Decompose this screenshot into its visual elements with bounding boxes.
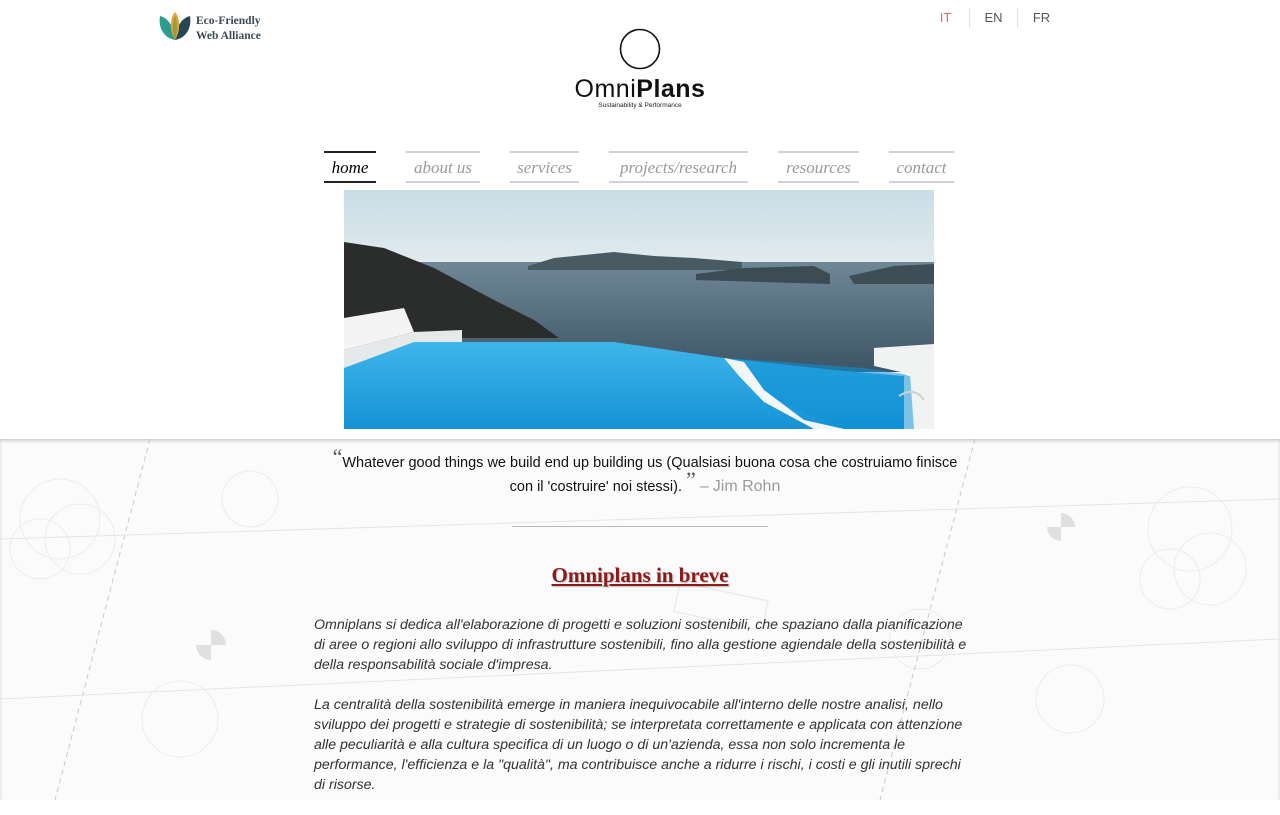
lang-en[interactable]: EN: [969, 8, 1017, 28]
quote-text-wrapper: [330, 444, 960, 499]
hero-image: [344, 190, 934, 429]
intro-text: [314, 615, 974, 815]
nav-projects-research[interactable]: projects/research: [609, 151, 748, 183]
main-nav: [0, 151, 1280, 183]
lang-fr[interactable]: FR: [1017, 8, 1065, 28]
language-switcher: [922, 8, 1065, 28]
nav-services[interactable]: services: [510, 151, 579, 183]
logo-circle-icon: [619, 28, 661, 70]
intro-paragraph-1: Omniplans si dedica all'elaborazione di progetti e soluzioni sostenibili, che spaziano dalla pianificazione di aree o regioni allo sviluppo di infrastrutture sostenibili, fino alla gestione agiendale della sostenibilità e della responsabilità sociale d'impresa.: [314, 617, 967, 673]
nav-home[interactable]: home: [324, 151, 376, 183]
badge-label: [196, 14, 261, 44]
quote-author: Jim Rohn: [712, 478, 781, 495]
intro-paragraph-2: La centralità della sostenibilità emerge in maniera inequivocabile all'interno delle nostre analisi, nello sviluppo dei progetti e strategie di sostenibilità; se interpretata correttamente e applicata con attenzione alle peculiarità e alla cultura specifica di un luogo o di un'azienda, essa non solo incrementa le performance, l'efficienza e la "qualità", ma contribuisce anche a ridurre i rischi, i costi e gli inutili sprechi di risorse.: [314, 697, 963, 793]
quote-dash: –: [699, 478, 709, 495]
nav-contact[interactable]: contact: [889, 151, 954, 183]
badge-line-1: Eco-Friendly: [196, 14, 261, 27]
open-quote-icon: “: [332, 444, 343, 469]
lotus-leaf-icon: [156, 10, 194, 47]
logo-name-bold: Plans: [636, 75, 706, 103]
site-logo[interactable]: [560, 28, 720, 109]
logo-tagline: Sustainability & Performance: [598, 102, 682, 109]
close-quote-icon: ”: [686, 467, 696, 492]
quote-text: Whatever good things we build end up building us (Qualsiasi buona cosa che costruiamo finisce con il 'costruire' noi stessi).: [342, 455, 958, 495]
logo-wordmark: [560, 74, 720, 104]
section-title: Omniplans in breve: [551, 563, 729, 587]
nav-resources[interactable]: resources: [778, 151, 859, 183]
lang-it[interactable]: IT: [939, 10, 952, 25]
nav-about-us[interactable]: about us: [406, 151, 480, 183]
eco-friendly-badge[interactable]: [156, 10, 261, 47]
badge-line-2: Web Alliance: [196, 29, 261, 42]
quote-block: [330, 444, 960, 499]
logo-name-light: Omni: [574, 75, 637, 103]
section-divider: [512, 526, 768, 527]
